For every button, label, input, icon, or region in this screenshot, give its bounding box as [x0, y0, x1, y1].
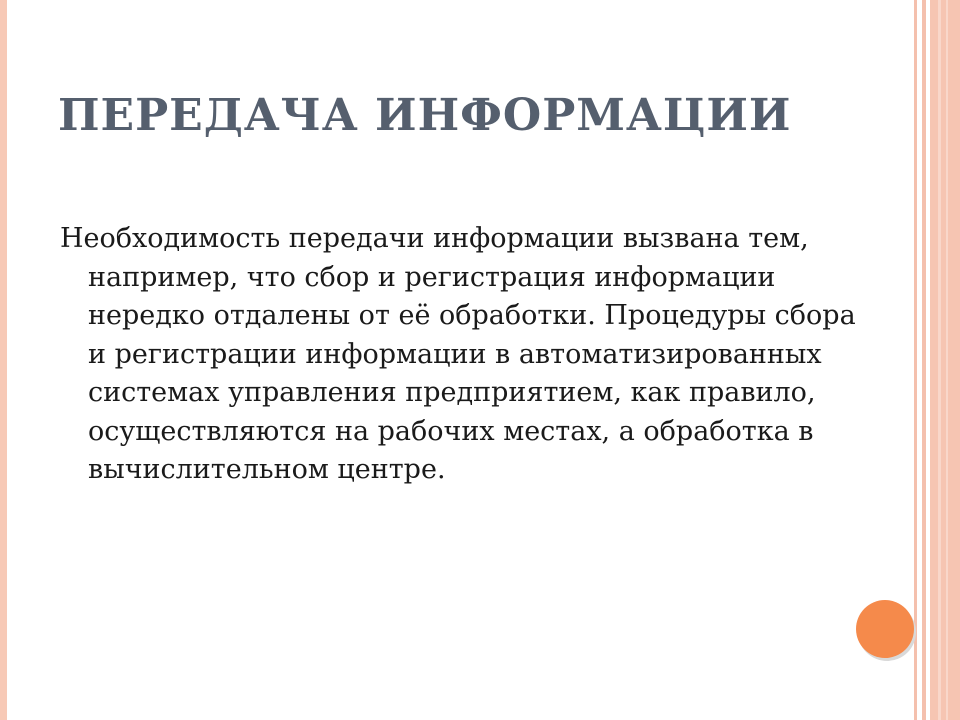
- stripe: [938, 0, 941, 720]
- stripe: [914, 0, 917, 720]
- slide-body-text: Необходимость передачи информации вызвана тем, например, что сбор и регистрация информации нередко отдалены от её обработки. Процедуры сбора и регистрации информации в автоматизированных системах управления предприятием, как правило, осуществляются на рабочих местах, а обработка в вычислительном центре.: [60, 223, 856, 485]
- stripe: [922, 0, 926, 720]
- right-decorative-stripes: [914, 0, 960, 720]
- decorative-circle-icon: [856, 600, 914, 658]
- left-border-line: [0, 0, 7, 720]
- stripe: [930, 0, 960, 720]
- stripe: [946, 0, 948, 720]
- slide-title: ПЕРЕДАЧА ИНФОРМАЦИИ: [58, 90, 792, 141]
